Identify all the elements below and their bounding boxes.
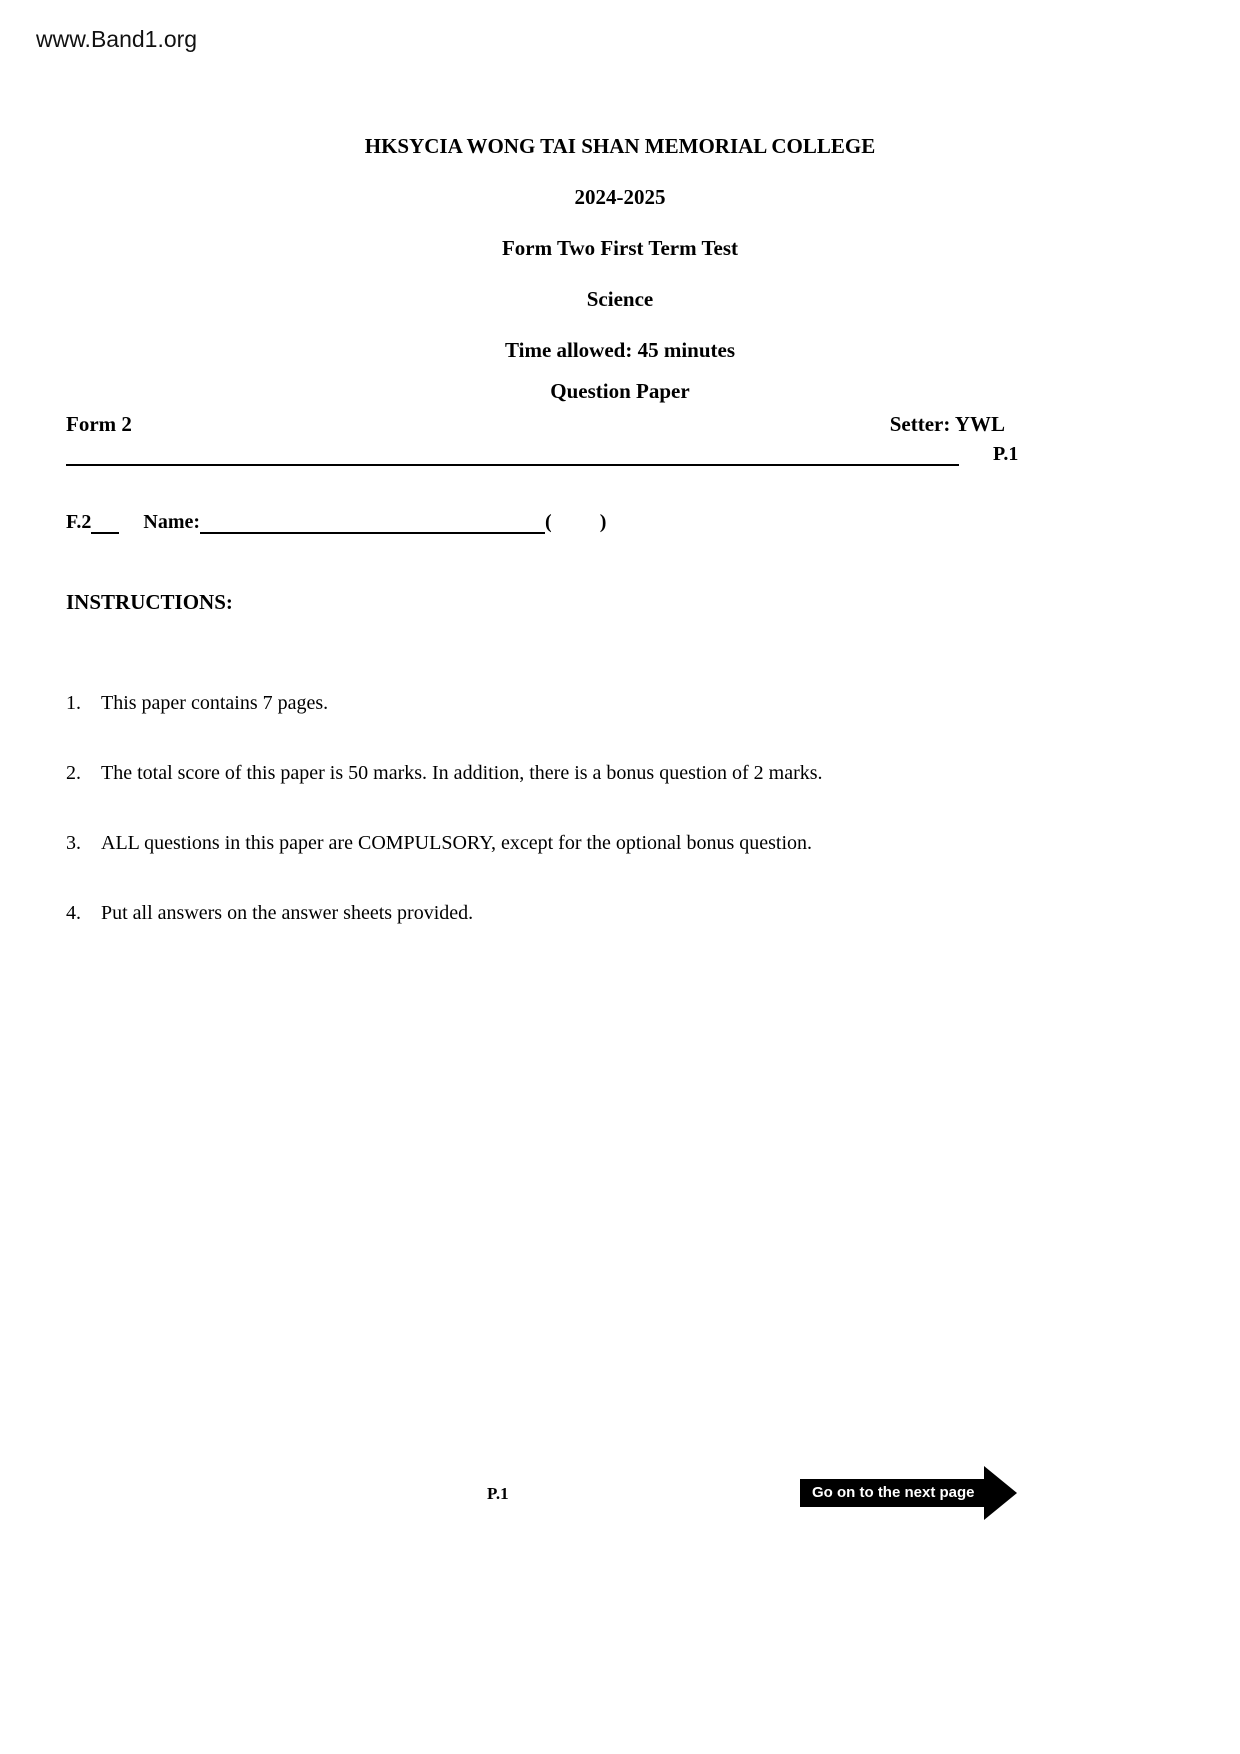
footer-page-number: P.1 (487, 1484, 509, 1503)
paper-type: Question Paper (550, 379, 690, 403)
next-page-label: Go on to the next page (800, 1479, 985, 1507)
time-allowed: Time allowed: 45 minutes (504, 338, 736, 362)
instruction-number: 2. (66, 762, 81, 784)
instruction-number: 1. (66, 692, 81, 714)
name-blank (200, 510, 545, 534)
setter-label: Setter: YWL (889, 412, 1005, 436)
instruction-item (66, 690, 1160, 716)
instruction-number: 4. (66, 902, 81, 924)
name-label: Name: (143, 511, 201, 533)
instruction-text: This paper contains 7 pages. (101, 692, 329, 714)
student-name-row (66, 510, 606, 534)
school-name: HKSYCIA WONG TAI SHAN MEMORIAL COLLEGE (364, 134, 876, 158)
class-label: F.2 (66, 511, 92, 533)
horizontal-rule (66, 442, 959, 466)
instructions-heading: INSTRUCTIONS: (66, 590, 233, 614)
instruction-text: ALL questions in this paper are COMPULSORY, except for the optional bonus question. (101, 832, 813, 854)
next-page-banner (800, 1466, 1017, 1520)
instruction-item (66, 760, 1160, 786)
test-title: Form Two First Term Test (501, 236, 739, 260)
instruction-list (66, 690, 1160, 970)
arrow-right-icon (984, 1466, 1017, 1520)
form-setter-row (66, 412, 1005, 437)
page-ref-inline: P.1 (993, 443, 1019, 465)
class-number-bracket-open: ( (545, 511, 552, 533)
instruction-text: The total score of this paper is 50 marks. In addition, there is a bonus question of 2 marks. (101, 762, 823, 784)
instruction-number: 3. (66, 832, 81, 854)
site-watermark: www.Band1.org (36, 26, 198, 52)
instruction-item (66, 830, 1160, 856)
form-label: Form 2 (66, 412, 132, 436)
instruction-text: Put all answers on the answer sheets provided. (101, 902, 474, 924)
class-number-bracket-close: ) (599, 511, 607, 533)
divider-row (66, 442, 1028, 466)
paper-header (0, 133, 1240, 404)
academic-year: 2024-2025 (574, 185, 666, 209)
subject-title: Science (586, 287, 654, 311)
instruction-item (66, 900, 1160, 926)
class-blank (91, 510, 119, 534)
